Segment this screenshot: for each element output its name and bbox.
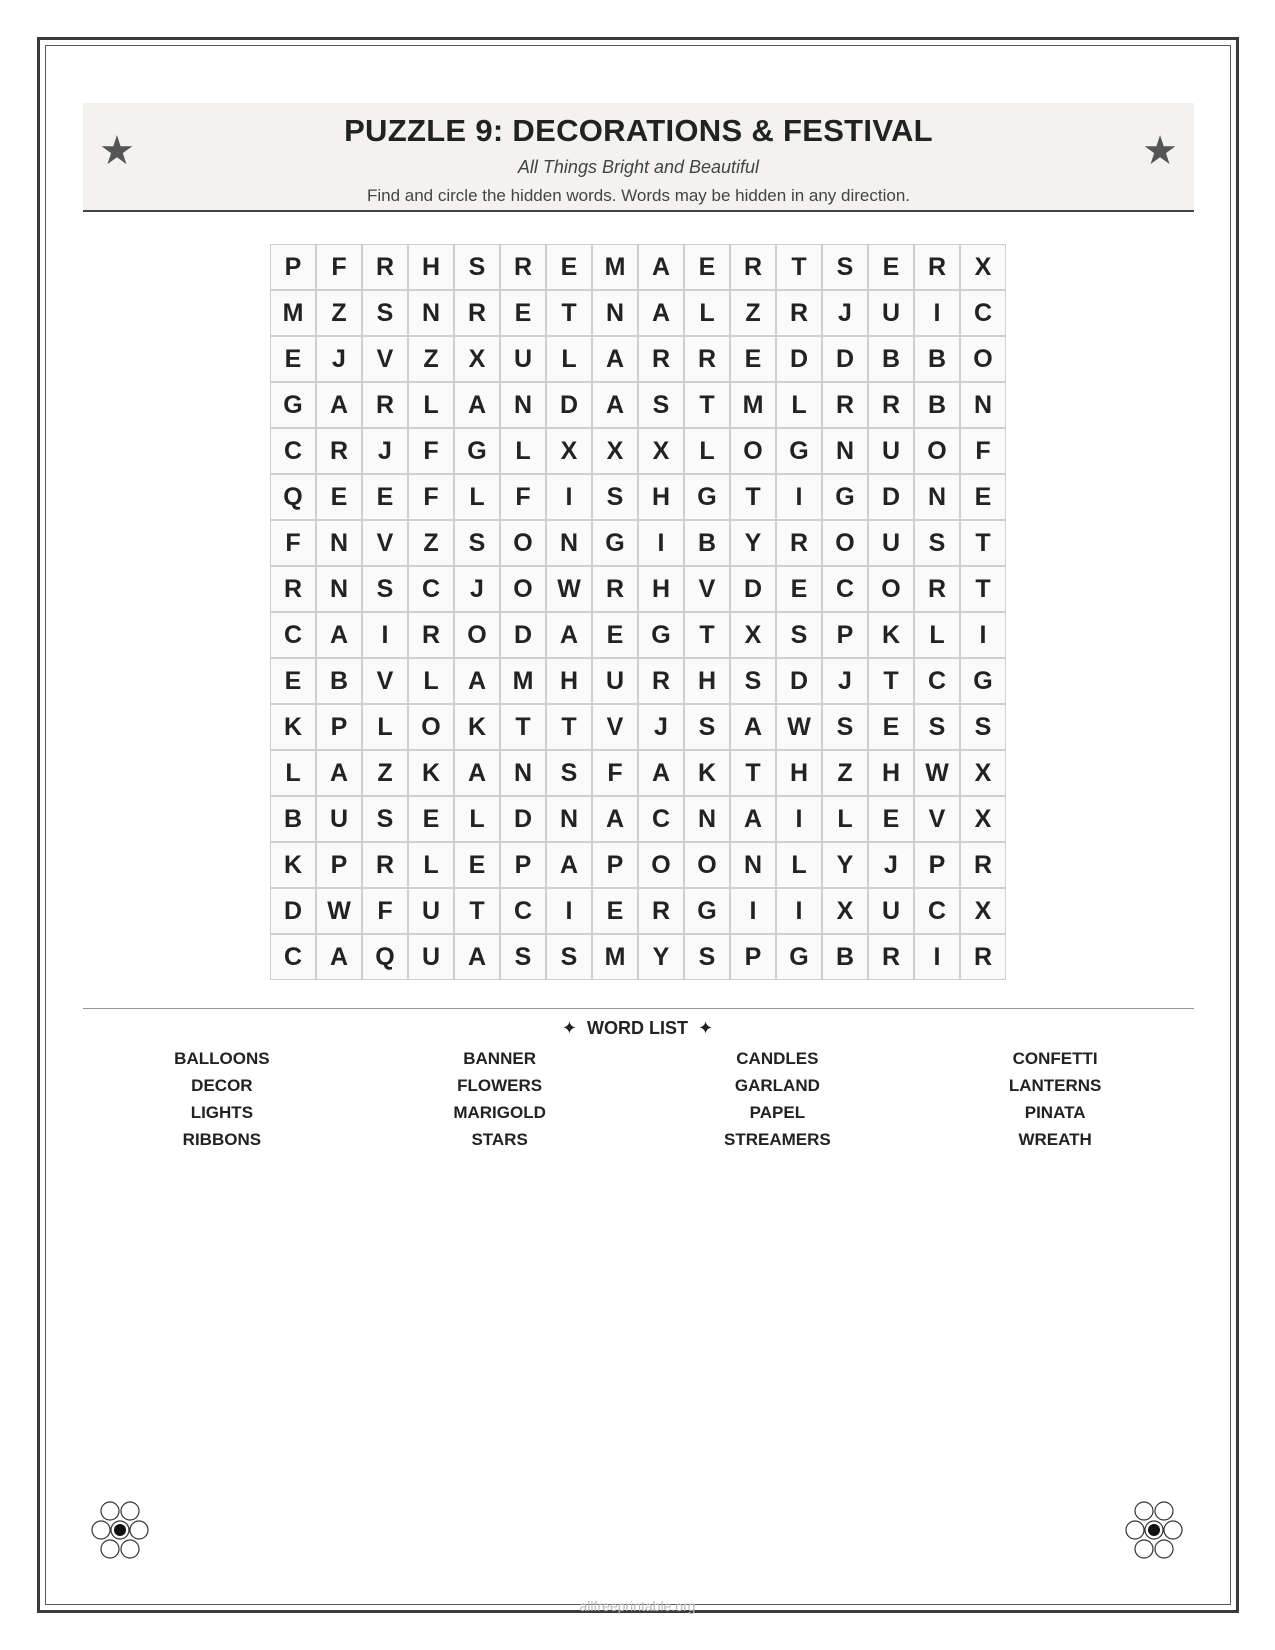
grid-cell[interactable]: X bbox=[822, 888, 868, 934]
grid-cell[interactable]: V bbox=[362, 520, 408, 566]
grid-cell[interactable]: S bbox=[914, 520, 960, 566]
grid-cell[interactable]: I bbox=[914, 934, 960, 980]
grid-cell[interactable]: J bbox=[868, 842, 914, 888]
grid-cell[interactable]: E bbox=[592, 612, 638, 658]
grid-cell[interactable]: T bbox=[454, 888, 500, 934]
grid-cell[interactable]: S bbox=[362, 290, 408, 336]
grid-cell[interactable]: V bbox=[684, 566, 730, 612]
grid-cell[interactable]: C bbox=[960, 290, 1006, 336]
grid-cell[interactable]: G bbox=[776, 428, 822, 474]
grid-cell[interactable]: P bbox=[914, 842, 960, 888]
grid-cell[interactable]: O bbox=[454, 612, 500, 658]
grid-cell[interactable]: R bbox=[316, 428, 362, 474]
word-list-item: GARLAND bbox=[734, 1076, 820, 1095]
grid-cell[interactable]: E bbox=[960, 474, 1006, 520]
grid-cell[interactable]: N bbox=[408, 290, 454, 336]
grid-cell[interactable]: C bbox=[500, 888, 546, 934]
grid-cell[interactable]: S bbox=[454, 244, 500, 290]
grid-cell[interactable]: Z bbox=[408, 520, 454, 566]
grid-cell[interactable]: S bbox=[362, 566, 408, 612]
word-search-grid bbox=[270, 244, 1006, 980]
grid-cell[interactable]: U bbox=[408, 934, 454, 980]
grid-cell[interactable]: O bbox=[500, 566, 546, 612]
grid-cell[interactable]: R bbox=[960, 934, 1006, 980]
grid-cell[interactable]: B bbox=[270, 796, 316, 842]
grid-cell[interactable]: H bbox=[638, 474, 684, 520]
grid-cell[interactable]: N bbox=[730, 842, 776, 888]
grid-cell[interactable]: S bbox=[822, 704, 868, 750]
grid-cell[interactable]: N bbox=[500, 382, 546, 428]
grid-cell[interactable]: R bbox=[822, 382, 868, 428]
word-list-heading bbox=[0, 1018, 1275, 1039]
grid-cell[interactable]: H bbox=[776, 750, 822, 796]
grid-cell[interactable]: A bbox=[546, 612, 592, 658]
grid-cell[interactable]: F bbox=[960, 428, 1006, 474]
grid-cell[interactable]: E bbox=[408, 796, 454, 842]
grid-cell[interactable]: P bbox=[316, 842, 362, 888]
grid-cell[interactable]: G bbox=[638, 612, 684, 658]
grid-cell[interactable]: L bbox=[408, 382, 454, 428]
grid-cell[interactable]: B bbox=[914, 336, 960, 382]
grid-cell[interactable]: S bbox=[730, 658, 776, 704]
grid-cell[interactable]: F bbox=[362, 888, 408, 934]
grid-cell[interactable]: L bbox=[362, 704, 408, 750]
word-list-item: MARIGOLD bbox=[453, 1103, 546, 1122]
grid-cell[interactable]: T bbox=[684, 612, 730, 658]
grid-cell[interactable]: S bbox=[914, 704, 960, 750]
grid-cell[interactable]: E bbox=[868, 244, 914, 290]
grid-cell[interactable]: A bbox=[638, 750, 684, 796]
grid-cell[interactable]: M bbox=[592, 244, 638, 290]
grid-cell[interactable]: M bbox=[730, 382, 776, 428]
grid-cell[interactable]: J bbox=[362, 428, 408, 474]
grid-cell[interactable]: K bbox=[684, 750, 730, 796]
grid-cell[interactable]: E bbox=[500, 290, 546, 336]
grid-cell[interactable]: S bbox=[960, 704, 1006, 750]
grid-cell[interactable]: S bbox=[776, 612, 822, 658]
grid-cell[interactable]: R bbox=[362, 382, 408, 428]
grid-cell[interactable]: Y bbox=[822, 842, 868, 888]
grid-cell[interactable]: A bbox=[592, 796, 638, 842]
grid-cell[interactable]: N bbox=[914, 474, 960, 520]
grid-cell[interactable]: R bbox=[270, 566, 316, 612]
grid-cell[interactable]: E bbox=[684, 244, 730, 290]
grid-cell[interactable]: C bbox=[270, 934, 316, 980]
grid-cell[interactable]: K bbox=[454, 704, 500, 750]
grid-cell[interactable]: B bbox=[914, 382, 960, 428]
grid-cell[interactable]: Z bbox=[362, 750, 408, 796]
grid-cell[interactable]: R bbox=[638, 336, 684, 382]
grid-cell[interactable]: M bbox=[500, 658, 546, 704]
grid-cell[interactable]: L bbox=[546, 336, 592, 382]
grid-cell[interactable]: F bbox=[316, 244, 362, 290]
grid-cell[interactable]: Q bbox=[270, 474, 316, 520]
grid-cell[interactable]: L bbox=[684, 428, 730, 474]
grid-cell[interactable]: X bbox=[960, 796, 1006, 842]
grid-cell[interactable]: C bbox=[408, 566, 454, 612]
grid-cell[interactable]: Y bbox=[730, 520, 776, 566]
grid-cell[interactable]: Z bbox=[408, 336, 454, 382]
grid-cell[interactable]: T bbox=[868, 658, 914, 704]
grid-cell[interactable]: R bbox=[500, 244, 546, 290]
divider bbox=[83, 1008, 1194, 1009]
grid-cell[interactable]: A bbox=[730, 796, 776, 842]
grid-cell[interactable]: R bbox=[868, 934, 914, 980]
grid-cell[interactable]: B bbox=[822, 934, 868, 980]
grid-cell[interactable]: S bbox=[638, 382, 684, 428]
grid-cell[interactable]: U bbox=[868, 428, 914, 474]
word-list bbox=[83, 1048, 1194, 1151]
grid-cell[interactable]: O bbox=[822, 520, 868, 566]
grid-cell[interactable]: P bbox=[730, 934, 776, 980]
grid-cell[interactable]: N bbox=[684, 796, 730, 842]
grid-cell[interactable]: D bbox=[546, 382, 592, 428]
grid-cell[interactable]: R bbox=[684, 336, 730, 382]
grid-cell[interactable]: B bbox=[868, 336, 914, 382]
grid-cell[interactable]: E bbox=[270, 658, 316, 704]
grid-cell[interactable]: S bbox=[684, 704, 730, 750]
grid-cell[interactable]: T bbox=[546, 704, 592, 750]
word-list-item: RIBBONS bbox=[182, 1130, 262, 1149]
grid-cell[interactable]: G bbox=[592, 520, 638, 566]
grid-cell[interactable]: C bbox=[914, 658, 960, 704]
grid-cell[interactable]: S bbox=[500, 934, 546, 980]
grid-cell[interactable]: B bbox=[684, 520, 730, 566]
grid-cell[interactable]: A bbox=[638, 290, 684, 336]
grid-cell[interactable]: U bbox=[868, 290, 914, 336]
star-icon: ★ bbox=[99, 129, 135, 173]
watermark: allfreeprintable.org bbox=[579, 1598, 696, 1614]
flower-icon bbox=[88, 1498, 152, 1562]
grid-cell[interactable]: C bbox=[270, 428, 316, 474]
grid-cell[interactable]: E bbox=[362, 474, 408, 520]
grid-cell[interactable]: L bbox=[776, 382, 822, 428]
word-list-item: LANTERNS bbox=[1008, 1076, 1102, 1095]
grid-cell[interactable]: L bbox=[270, 750, 316, 796]
grid-cell[interactable]: O bbox=[868, 566, 914, 612]
grid-cell[interactable]: D bbox=[500, 612, 546, 658]
grid-cell[interactable]: L bbox=[408, 658, 454, 704]
grid-cell[interactable]: I bbox=[776, 474, 822, 520]
grid-cell[interactable]: O bbox=[960, 336, 1006, 382]
grid-cell[interactable]: E bbox=[316, 474, 362, 520]
grid-cell[interactable]: I bbox=[730, 888, 776, 934]
grid-cell[interactable]: C bbox=[914, 888, 960, 934]
grid-cell[interactable]: T bbox=[684, 382, 730, 428]
grid-cell[interactable]: R bbox=[730, 244, 776, 290]
grid-cell[interactable]: J bbox=[822, 290, 868, 336]
grid-cell[interactable]: H bbox=[638, 566, 684, 612]
word-list-item: LIGHTS bbox=[190, 1103, 254, 1122]
grid-cell[interactable]: Z bbox=[316, 290, 362, 336]
grid-cell[interactable]: F bbox=[408, 428, 454, 474]
sparkle-icon: ✦ bbox=[698, 1018, 714, 1038]
grid-cell[interactable]: E bbox=[546, 244, 592, 290]
grid-cell[interactable]: G bbox=[776, 934, 822, 980]
grid-cell[interactable]: U bbox=[500, 336, 546, 382]
grid-cell[interactable]: F bbox=[592, 750, 638, 796]
word-list-item: PAPEL bbox=[749, 1103, 806, 1122]
grid-cell[interactable]: R bbox=[914, 566, 960, 612]
grid-cell[interactable]: N bbox=[546, 796, 592, 842]
grid-cell[interactable]: W bbox=[776, 704, 822, 750]
grid-cell[interactable]: S bbox=[362, 796, 408, 842]
grid-cell[interactable]: R bbox=[362, 244, 408, 290]
grid-cell[interactable]: A bbox=[316, 750, 362, 796]
word-list-item: CANDLES bbox=[736, 1049, 819, 1068]
grid-cell[interactable]: L bbox=[684, 290, 730, 336]
grid-cell[interactable]: S bbox=[546, 750, 592, 796]
grid-cell[interactable]: A bbox=[316, 612, 362, 658]
grid-cell[interactable]: C bbox=[822, 566, 868, 612]
grid-cell[interactable]: P bbox=[592, 842, 638, 888]
grid-cell[interactable]: D bbox=[776, 658, 822, 704]
grid-cell[interactable]: G bbox=[960, 658, 1006, 704]
grid-cell[interactable]: I bbox=[960, 612, 1006, 658]
grid-cell[interactable]: L bbox=[500, 428, 546, 474]
grid-cell[interactable]: J bbox=[316, 336, 362, 382]
grid-cell[interactable]: R bbox=[408, 612, 454, 658]
grid-cell[interactable]: U bbox=[408, 888, 454, 934]
flower-icon bbox=[1122, 1498, 1186, 1562]
grid-cell[interactable]: O bbox=[730, 428, 776, 474]
grid-cell[interactable]: O bbox=[684, 842, 730, 888]
grid-cell[interactable]: R bbox=[868, 382, 914, 428]
grid-cell[interactable]: L bbox=[408, 842, 454, 888]
instructions: Find and circle the hidden words. Words may be hidden in any direction. bbox=[366, 186, 911, 205]
word-list-item: BALLOONS bbox=[174, 1049, 270, 1068]
grid-cell[interactable]: X bbox=[454, 336, 500, 382]
grid-cell[interactable]: V bbox=[592, 704, 638, 750]
grid-cell[interactable]: D bbox=[500, 796, 546, 842]
grid-cell[interactable]: L bbox=[454, 474, 500, 520]
grid-cell[interactable]: L bbox=[776, 842, 822, 888]
grid-cell[interactable]: N bbox=[316, 520, 362, 566]
grid-cell[interactable]: I bbox=[914, 290, 960, 336]
grid-cell[interactable]: D bbox=[822, 336, 868, 382]
grid-cell[interactable]: N bbox=[592, 290, 638, 336]
word-list-item: DECOR bbox=[191, 1076, 253, 1095]
grid-cell[interactable]: E bbox=[776, 566, 822, 612]
grid-cell[interactable]: A bbox=[592, 336, 638, 382]
sparkle-icon: ✦ bbox=[561, 1018, 577, 1038]
grid-cell[interactable]: U bbox=[592, 658, 638, 704]
grid-cell[interactable]: G bbox=[270, 382, 316, 428]
grid-cell[interactable]: J bbox=[822, 658, 868, 704]
word-list-item: WREATH bbox=[1018, 1130, 1092, 1149]
grid-cell[interactable]: W bbox=[914, 750, 960, 796]
grid-cell[interactable]: R bbox=[776, 290, 822, 336]
grid-cell[interactable]: A bbox=[638, 244, 684, 290]
word-list-item: PINATA bbox=[1024, 1103, 1086, 1122]
grid-cell[interactable]: A bbox=[454, 658, 500, 704]
grid-cell[interactable]: P bbox=[500, 842, 546, 888]
puzzle-header bbox=[83, 103, 1194, 212]
grid-cell[interactable]: P bbox=[822, 612, 868, 658]
grid-cell[interactable]: R bbox=[914, 244, 960, 290]
grid-cell[interactable]: X bbox=[960, 888, 1006, 934]
grid-cell[interactable]: U bbox=[868, 888, 914, 934]
grid-cell[interactable]: N bbox=[316, 566, 362, 612]
grid-cell[interactable]: I bbox=[776, 888, 822, 934]
grid-cell[interactable]: T bbox=[960, 566, 1006, 612]
grid-cell[interactable]: X bbox=[730, 612, 776, 658]
grid-cell[interactable]: T bbox=[500, 704, 546, 750]
grid-cell[interactable]: N bbox=[960, 382, 1006, 428]
grid-cell[interactable]: M bbox=[270, 290, 316, 336]
grid-cell[interactable]: E bbox=[592, 888, 638, 934]
grid-cell[interactable]: T bbox=[730, 750, 776, 796]
grid-cell[interactable]: E bbox=[730, 336, 776, 382]
word-list-item: BANNER bbox=[463, 1049, 536, 1068]
star-icon: ★ bbox=[1142, 129, 1178, 173]
grid-cell[interactable]: F bbox=[408, 474, 454, 520]
grid-cell[interactable]: V bbox=[362, 658, 408, 704]
grid-cell[interactable]: D bbox=[270, 888, 316, 934]
grid-cell[interactable]: A bbox=[316, 934, 362, 980]
grid-cell[interactable]: E bbox=[868, 796, 914, 842]
grid-cell[interactable]: A bbox=[592, 382, 638, 428]
grid-cell[interactable]: L bbox=[454, 796, 500, 842]
grid-cell[interactable]: A bbox=[454, 382, 500, 428]
grid-cell[interactable]: C bbox=[638, 796, 684, 842]
grid-cell[interactable]: X bbox=[638, 428, 684, 474]
grid-cell[interactable]: T bbox=[776, 244, 822, 290]
grid-cell[interactable]: D bbox=[730, 566, 776, 612]
grid-cell[interactable]: R bbox=[638, 658, 684, 704]
grid-cell[interactable]: H bbox=[684, 658, 730, 704]
grid-cell[interactable]: G bbox=[454, 428, 500, 474]
grid-cell[interactable]: F bbox=[270, 520, 316, 566]
grid-cell[interactable]: W bbox=[546, 566, 592, 612]
grid-cell[interactable]: N bbox=[546, 520, 592, 566]
grid-cell[interactable]: E bbox=[454, 842, 500, 888]
grid-cell[interactable]: H bbox=[408, 244, 454, 290]
grid-cell[interactable]: A bbox=[454, 750, 500, 796]
word-list-item: CONFETTI bbox=[1012, 1049, 1098, 1068]
page-title: PUZZLE 9: DECORATIONS & FESTIVAL bbox=[344, 113, 933, 148]
grid-cell[interactable]: X bbox=[546, 428, 592, 474]
word-list-item: FLOWERS bbox=[457, 1076, 543, 1095]
grid-cell[interactable]: H bbox=[868, 750, 914, 796]
grid-cell[interactable]: A bbox=[546, 842, 592, 888]
grid-cell[interactable]: S bbox=[592, 474, 638, 520]
grid-cell[interactable]: U bbox=[868, 520, 914, 566]
grid-cell[interactable]: R bbox=[638, 888, 684, 934]
grid-cell[interactable]: J bbox=[454, 566, 500, 612]
grid-cell[interactable]: N bbox=[822, 428, 868, 474]
grid-cell[interactable]: H bbox=[546, 658, 592, 704]
grid-cell[interactable]: S bbox=[546, 934, 592, 980]
page-subtitle: All Things Bright and Beautiful bbox=[517, 157, 760, 177]
grid-cell[interactable]: S bbox=[684, 934, 730, 980]
grid-cell[interactable]: S bbox=[454, 520, 500, 566]
grid-cell[interactable]: X bbox=[592, 428, 638, 474]
grid-cell[interactable]: I bbox=[776, 796, 822, 842]
grid-cell[interactable]: E bbox=[270, 336, 316, 382]
grid-cell[interactable]: Q bbox=[362, 934, 408, 980]
grid-cell[interactable]: I bbox=[362, 612, 408, 658]
grid-cell[interactable]: S bbox=[822, 244, 868, 290]
grid-cell[interactable]: I bbox=[546, 474, 592, 520]
grid-cell[interactable]: T bbox=[546, 290, 592, 336]
grid-cell[interactable]: N bbox=[500, 750, 546, 796]
grid-cell[interactable]: K bbox=[408, 750, 454, 796]
grid-cell[interactable]: K bbox=[868, 612, 914, 658]
grid-cell[interactable]: R bbox=[776, 520, 822, 566]
grid-cell[interactable]: P bbox=[270, 244, 316, 290]
grid-cell[interactable]: P bbox=[316, 704, 362, 750]
grid-cell[interactable]: G bbox=[684, 888, 730, 934]
grid-cell[interactable]: R bbox=[592, 566, 638, 612]
grid-cell[interactable]: O bbox=[638, 842, 684, 888]
grid-cell[interactable]: Y bbox=[638, 934, 684, 980]
grid-cell[interactable]: D bbox=[868, 474, 914, 520]
grid-cell[interactable]: L bbox=[914, 612, 960, 658]
grid-cell[interactable]: B bbox=[316, 658, 362, 704]
grid-cell[interactable]: M bbox=[592, 934, 638, 980]
grid-cell[interactable]: A bbox=[730, 704, 776, 750]
grid-cell[interactable]: I bbox=[638, 520, 684, 566]
grid-cell[interactable]: T bbox=[730, 474, 776, 520]
grid-cell[interactable]: C bbox=[270, 612, 316, 658]
grid-cell[interactable]: G bbox=[684, 474, 730, 520]
grid-cell[interactable]: V bbox=[362, 336, 408, 382]
grid-cell[interactable]: E bbox=[868, 704, 914, 750]
grid-cell[interactable]: O bbox=[408, 704, 454, 750]
grid-cell[interactable]: U bbox=[316, 796, 362, 842]
word-list-item: STARS bbox=[471, 1130, 528, 1149]
grid-cell[interactable]: O bbox=[500, 520, 546, 566]
grid-cell[interactable]: A bbox=[454, 934, 500, 980]
grid-cell[interactable]: O bbox=[914, 428, 960, 474]
grid-cell[interactable]: W bbox=[316, 888, 362, 934]
grid-cell[interactable]: F bbox=[500, 474, 546, 520]
grid-cell[interactable]: R bbox=[960, 842, 1006, 888]
grid-cell[interactable]: G bbox=[822, 474, 868, 520]
grid-cell[interactable]: A bbox=[316, 382, 362, 428]
grid-cell[interactable]: T bbox=[960, 520, 1006, 566]
word-list-item: STREAMERS bbox=[724, 1130, 831, 1149]
grid-cell[interactable]: L bbox=[822, 796, 868, 842]
grid-cell[interactable]: X bbox=[960, 750, 1006, 796]
grid-cell[interactable]: V bbox=[914, 796, 960, 842]
grid-cell[interactable]: R bbox=[454, 290, 500, 336]
grid-cell[interactable]: X bbox=[960, 244, 1006, 290]
grid-cell[interactable]: Z bbox=[730, 290, 776, 336]
grid-cell[interactable]: D bbox=[776, 336, 822, 382]
grid-cell[interactable]: J bbox=[638, 704, 684, 750]
grid-cell[interactable]: K bbox=[270, 704, 316, 750]
grid-cell[interactable]: I bbox=[546, 888, 592, 934]
grid-cell[interactable]: R bbox=[362, 842, 408, 888]
grid-cell[interactable]: K bbox=[270, 842, 316, 888]
word-list-title: WORD LIST bbox=[587, 1018, 688, 1038]
grid-cell[interactable]: Z bbox=[822, 750, 868, 796]
